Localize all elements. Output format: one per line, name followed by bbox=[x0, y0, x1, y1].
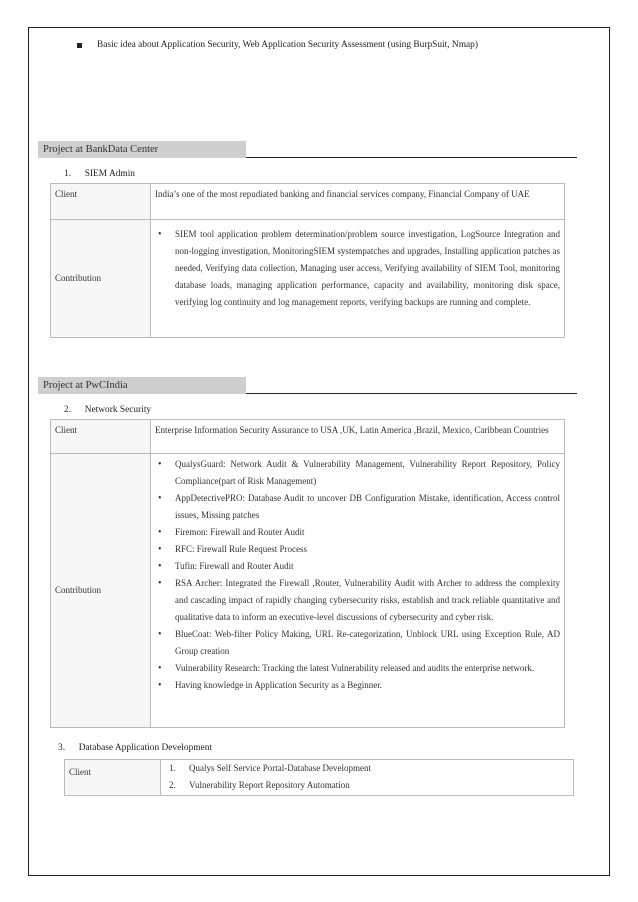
client-value: Enterprise Information Security Assurance to USA ,UK, Latin America ,Brazil, Mexico, Caribbean Countries bbox=[151, 420, 565, 454]
list-item: • SIEM tool application problem determination/problem source investigation, LogSource Integration and non-logging investigation, MonitoringSIEM systempatches and upgrades, Installing application patches as needed, Verifying data collection, Managing user access, Verifying availability of SIEM Tool, monitoring database loads, managing application performance, capacity and availability, monitoring disk space, verifying log continuity and log management reports, verifying backups are running and complete. bbox=[155, 226, 560, 311]
item-title: Network Security bbox=[84, 405, 152, 415]
list-item: • Having knowledge in Application Security as a Beginner. bbox=[155, 677, 560, 694]
section-heading-pwc: Project at PwCIndia bbox=[38, 377, 246, 394]
table-row bbox=[51, 184, 565, 220]
list-item: • AppDetectivePRO: Database Audit to uncover DB Configuration Mistake, identification, Access control issues, Missing patches bbox=[155, 490, 560, 524]
contribution-label: Contribution bbox=[51, 454, 151, 728]
item-title: Database Application Development bbox=[78, 743, 213, 753]
list-text: Vulnerability Report Repository Automation bbox=[189, 779, 350, 790]
item-title: SIEM Admin bbox=[84, 169, 135, 179]
list-number: 2. bbox=[169, 779, 176, 790]
section-heading-bank: Project at BankData Center bbox=[38, 141, 246, 158]
database-table bbox=[64, 759, 574, 796]
siem-table bbox=[50, 183, 565, 338]
list-item: • RFC: Firewall Rule Request Process bbox=[155, 541, 560, 558]
section-divider bbox=[246, 393, 577, 394]
item-number: 1. bbox=[64, 169, 72, 179]
network-table bbox=[50, 419, 565, 728]
top-bullet bbox=[77, 40, 478, 50]
list-item: • QualysGuard: Network Audit & Vulnerability Management, Vulnerability Report Repository, Policy Compliance(part of Risk Management) bbox=[155, 456, 560, 490]
list-item: • Tufin: Firewall and Router Audit bbox=[155, 558, 560, 575]
client-label: Client bbox=[65, 760, 161, 796]
table-row bbox=[51, 420, 565, 454]
list-item: • Vulnerability Research: Tracking the latest Vulnerability released and audits the enterprise network. bbox=[155, 660, 560, 677]
client-items-list bbox=[165, 760, 569, 793]
client-label: Client bbox=[51, 184, 151, 220]
item-number: 3. bbox=[58, 743, 66, 753]
section-divider bbox=[246, 157, 577, 158]
square-bullet-icon bbox=[77, 43, 82, 48]
contribution-label: Contribution bbox=[51, 220, 151, 338]
list-number: 1. bbox=[169, 763, 176, 773]
list-item bbox=[165, 760, 569, 777]
client-items-cell bbox=[161, 760, 574, 796]
list-item: • Firemon: Firewall and Router Audit bbox=[155, 524, 560, 541]
numbered-title-network bbox=[64, 405, 151, 415]
list-item bbox=[165, 777, 569, 794]
client-value: India’s one of the most repudiated banking and financial services company, Financial Company of UAE bbox=[151, 184, 565, 220]
contribution-list bbox=[155, 456, 560, 694]
table-row bbox=[65, 760, 574, 796]
list-item: • BlueCoat: Web-filter Policy Making, URL Re-categorization, Unblock URL using Exception Rule, AD Group creation bbox=[155, 626, 560, 660]
item-number: 2. bbox=[64, 405, 72, 415]
table-row bbox=[51, 220, 565, 338]
client-label: Client bbox=[51, 420, 151, 454]
list-item: • RSA Archer: Integrated the Firewall ,Router, Vulnerability Audit with Archer to address the complexity and cascading impact of rapidly changing cybersecurity risks, establish and track reliable quantitative and qualitative data to inform an executive-level discussions of cybersecurity and cyber risk. bbox=[155, 575, 560, 626]
contribution-cell bbox=[151, 220, 565, 338]
table-row bbox=[51, 454, 565, 728]
top-bullet-text: Basic idea about Application Security, Web Application Security Assessment (using BurpSuit, Nmap) bbox=[97, 40, 478, 50]
numbered-title-siem bbox=[64, 169, 135, 179]
contribution-list bbox=[155, 226, 560, 311]
list-text: Qualys Self Service Portal-Database Development bbox=[189, 763, 371, 773]
numbered-title-database bbox=[58, 743, 212, 753]
contribution-cell bbox=[151, 454, 565, 728]
